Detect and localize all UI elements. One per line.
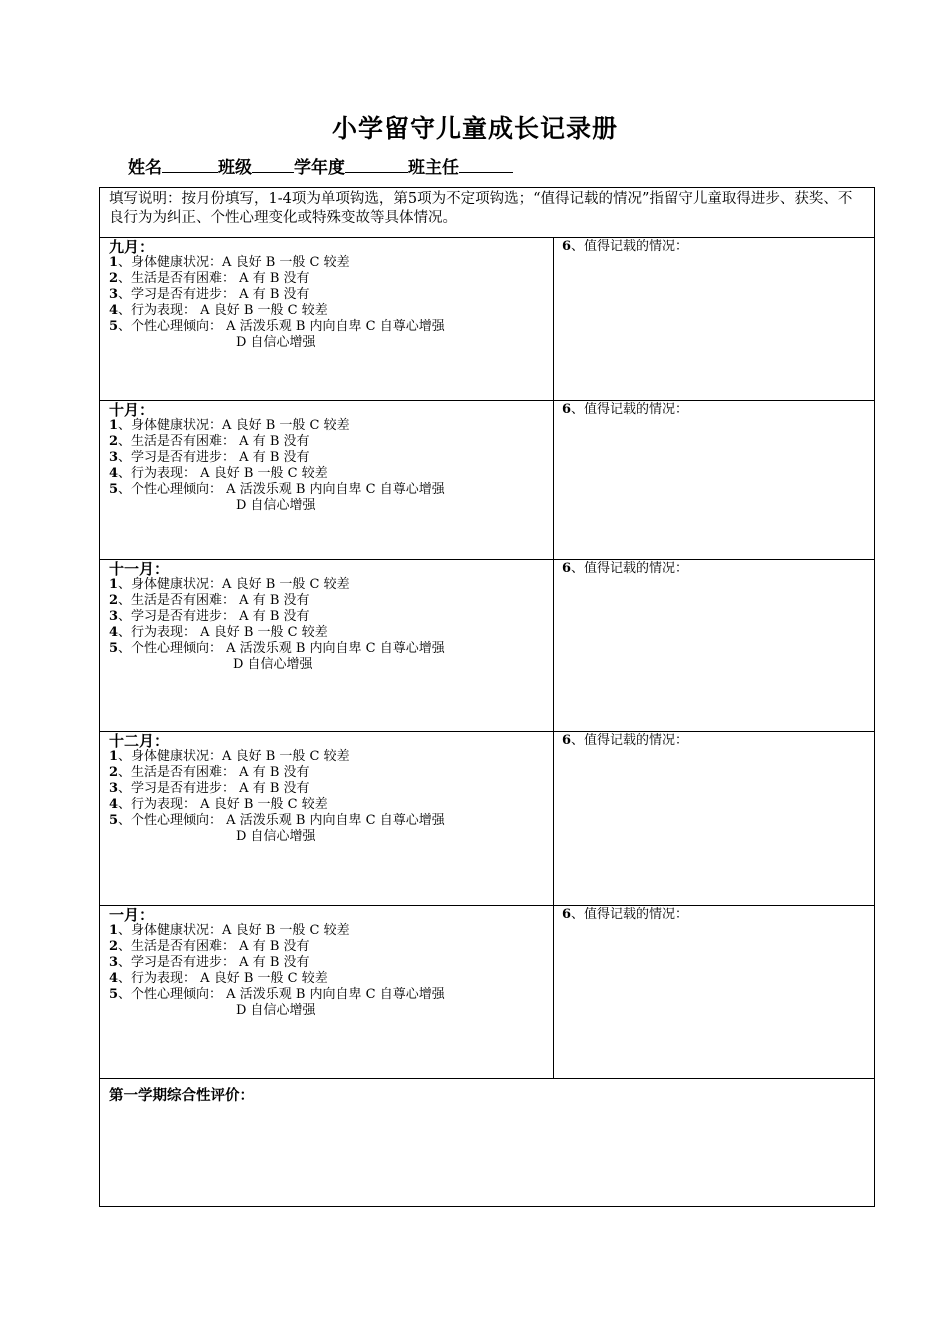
- page-title: 小学留守儿童成长记录册: [331, 114, 618, 143]
- item-personality: 5、个性心理倾向： A 活泼乐观 B 内向自卑 C 自尊心增强: [109, 813, 445, 828]
- item-life-difficulty: 2、生活是否有困难： A 有 B 没有: [109, 765, 310, 780]
- month-title: 十二月：: [109, 732, 170, 750]
- school-year-label: 学年度: [294, 158, 345, 178]
- teacher-blank[interactable]: [459, 156, 513, 173]
- item-health: 1、身体健康状况：A 良好 B 一般 C 较差: [109, 577, 350, 592]
- item-study-progress: 3、学习是否有进步： A 有 B 没有: [109, 609, 310, 624]
- item-personality-option-d: D 自信心增强: [236, 335, 316, 350]
- item-life-difficulty: 2、生活是否有困难： A 有 B 没有: [109, 434, 310, 449]
- notes-field[interactable]: 6、值得记载的情况：: [562, 239, 689, 254]
- item-health: 1、身体健康状况：A 良好 B 一般 C 较差: [109, 418, 350, 433]
- month-checklist[interactable]: [100, 238, 554, 400]
- item-behavior: 4、行为表现： A 良好 B 一般 C 较差: [109, 797, 328, 812]
- item-behavior: 4、行为表现： A 良好 B 一般 C 较差: [109, 466, 328, 481]
- item-study-progress: 3、学习是否有进步： A 有 B 没有: [109, 955, 310, 970]
- month-checklist[interactable]: [100, 732, 554, 905]
- month-section-october: [100, 401, 874, 560]
- month-section-september: [100, 238, 874, 401]
- month-section-january: [100, 906, 874, 1079]
- item-personality-option-d: D 自信心增强: [236, 829, 316, 844]
- item-health: 1、身体健康状况：A 良好 B 一般 C 较差: [109, 923, 350, 938]
- item-study-progress: 3、学习是否有进步： A 有 B 没有: [109, 781, 310, 796]
- item-study-progress: 3、学习是否有进步： A 有 B 没有: [109, 287, 310, 302]
- teacher-label: 班主任: [408, 158, 459, 178]
- instructions: 填写说明：按月份填写，1-4项为单项钩选，第5项为不定项钩选；“值得记载的情况”指留守儿童取得进步、获奖、不良行为为纠正、个性心理变化或特殊变故等具体情况。: [100, 188, 874, 238]
- notes-field[interactable]: 6、值得记载的情况：: [562, 402, 689, 417]
- name-blank[interactable]: [162, 156, 218, 173]
- student-info-line: [128, 153, 513, 178]
- semester-evaluation-label: 第一学期综合性评价：: [109, 1087, 254, 1104]
- class-blank[interactable]: [252, 156, 294, 173]
- month-title: 十一月：: [109, 560, 170, 578]
- name-label: 姓名: [128, 158, 162, 178]
- month-title: 九月：: [109, 238, 155, 256]
- item-personality-option-d: D 自信心增强: [236, 1003, 316, 1018]
- class-label: 班级: [218, 158, 252, 178]
- item-personality-option-d: D 自信心增强: [233, 657, 313, 672]
- item-personality: 5、个性心理倾向： A 活泼乐观 B 内向自卑 C 自尊心增强: [109, 319, 445, 334]
- item-life-difficulty: 2、生活是否有困难： A 有 B 没有: [109, 593, 310, 608]
- notes-field[interactable]: 6、值得记载的情况：: [562, 561, 689, 576]
- month-checklist[interactable]: [100, 560, 554, 731]
- item-personality-option-d: D 自信心增强: [236, 498, 316, 513]
- item-health: 1、身体健康状况：A 良好 B 一般 C 较差: [109, 749, 350, 764]
- item-life-difficulty: 2、生活是否有困难： A 有 B 没有: [109, 271, 310, 286]
- item-personality: 5、个性心理倾向： A 活泼乐观 B 内向自卑 C 自尊心增强: [109, 641, 445, 656]
- notes-field[interactable]: 6、值得记载的情况：: [562, 733, 689, 748]
- month-title: 十月：: [109, 401, 155, 419]
- month-section-december: [100, 732, 874, 906]
- item-study-progress: 3、学习是否有进步： A 有 B 没有: [109, 450, 310, 465]
- item-life-difficulty: 2、生活是否有困难： A 有 B 没有: [109, 939, 310, 954]
- item-behavior: 4、行为表现： A 良好 B 一般 C 较差: [109, 971, 328, 986]
- record-form: [99, 187, 875, 1207]
- month-checklist[interactable]: [100, 906, 554, 1078]
- item-behavior: 4、行为表现： A 良好 B 一般 C 较差: [109, 625, 328, 640]
- month-checklist[interactable]: [100, 401, 554, 559]
- month-section-november: [100, 560, 874, 732]
- month-title: 一月：: [109, 906, 155, 924]
- item-health: 1、身体健康状况：A 良好 B 一般 C 较差: [109, 255, 350, 270]
- item-behavior: 4、行为表现： A 良好 B 一般 C 较差: [109, 303, 328, 318]
- school-year-blank[interactable]: [345, 156, 408, 173]
- notes-field[interactable]: 6、值得记载的情况：: [562, 907, 689, 922]
- item-personality: 5、个性心理倾向： A 活泼乐观 B 内向自卑 C 自尊心增强: [109, 482, 445, 497]
- item-personality: 5、个性心理倾向： A 活泼乐观 B 内向自卑 C 自尊心增强: [109, 987, 445, 1002]
- semester-evaluation[interactable]: [100, 1079, 874, 1110]
